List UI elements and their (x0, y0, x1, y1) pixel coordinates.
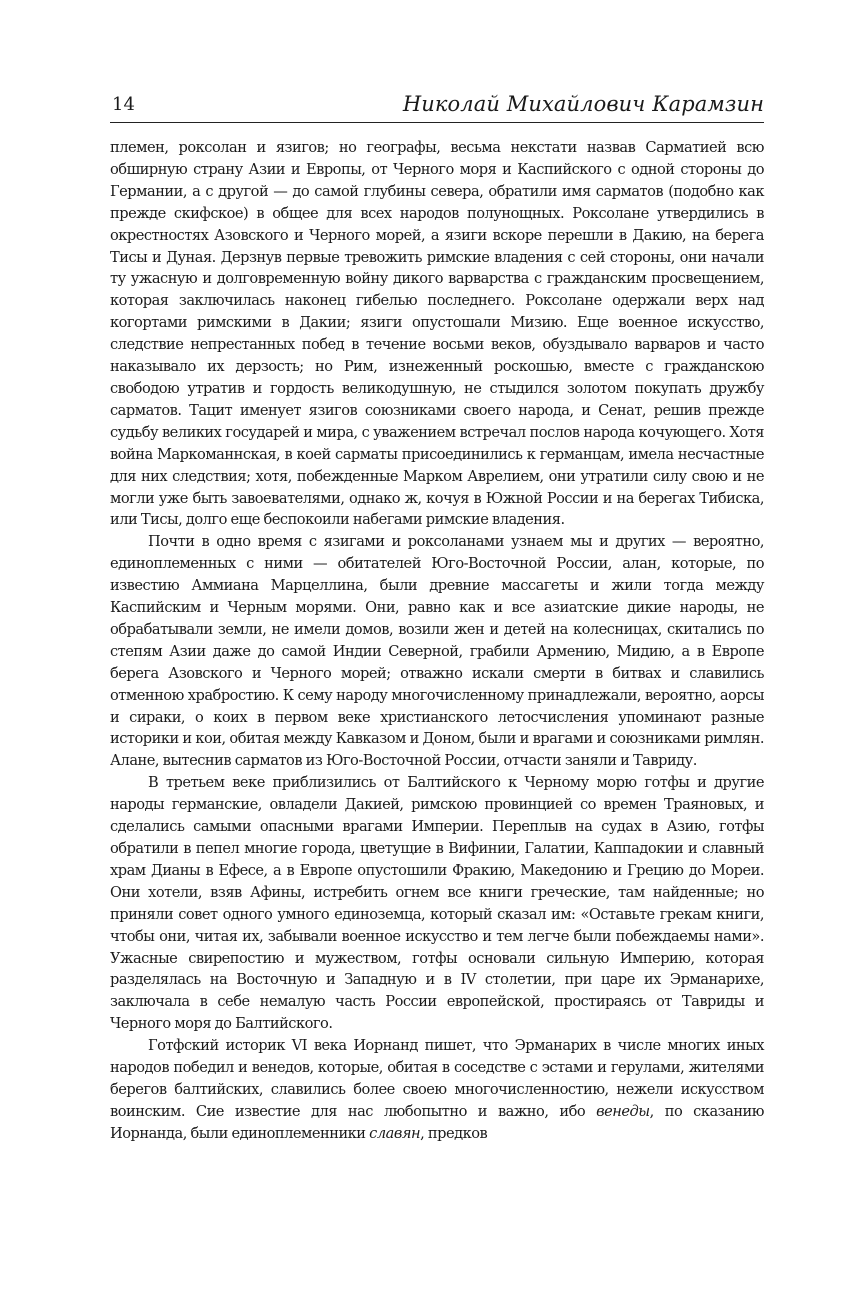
text-run: В третьем веке приблизились от Балтийского к Черному морю готфы и другие народы германские, овладели Дакией, римскою провинцией со времен Траяновых, и сделались самыми опасными врагами Империи. Переплыв на судах в Азию, готфы обратили в пепел многие города, цветущие в Вифинии, Галатии, Каппадокии и славный храм Дианы в Ефесе, а в Европе опустошили Фракию, Македонию и Грецию до Мореи. Они хотели, взяв Афины, истребить огнем все книги греческие, там найденные; но приняли совет одного умного единоземца, который сказал им: «Оставьте грекам книги, чтобы они, читая их, забывали военное искусство и тем легче были побеждаемы нами». Ужасные свирепостию и мужеством, готфы основали сильную Империю, которая разделялась на Восточную и Западную и в IV столетии, при царе их Эрманарихе, заключала в себе немалую часть России европейской, простираясь от Тавриды и Черного моря до Балтийского. (110, 774, 764, 1033)
text-run: , по сказанию Иорнанда, были единоплеменники (110, 1102, 764, 1142)
text-run: Почти в одно время с язигами и роксоланами узнаем мы и других — вероятно, единоплеменных с ними — обитателей Юго-Восточной России, алан, которые, по известию Аммиана Марцеллина, были древние массагеты и жили тогда между Каспийским и Черным морями. Они, равно как и все азиатские дикие народы, не обрабатывали земли, не имели домов, возили жен и детей на колесницах, скитались по степям Азии даже до самой Индии Северной, грабили Армению, Мидию, а в Европе берега Азовского и Черного морей; отважно искали смерти в битвах и славились отменною храбростию. К сему народу многочисленному принадлежали, вероятно, аорсы и сираки, о коих в первом веке христианского летосчисления упоминают разные историки и кои, обитая между Кавказом и Доном, были и врагами и союзниками римлян. Алане, вытеснив сарматов из Юго-Восточной России, отчасти заняли и Тавриду. (110, 533, 764, 770)
page-number: 14 (112, 94, 135, 115)
running-head (110, 82, 764, 123)
running-title: Николай Михайлович Карамзин (402, 92, 764, 116)
text-run: Готфский историк VI века Иорнанд пишет, что Эрманарих в числе многих иных народов победил и венедов, которые, обитая в соседстве с эстами и герулами, жителями берегов балтийских, славились более своею многочисленностию, нежели искусством воинским. Сие известие для нас любопытно и важно, ибо (110, 1037, 764, 1120)
paragraph (110, 531, 764, 772)
italic-term: венеды (596, 1102, 650, 1120)
text-run: племен, роксолан и язигов; но географы, весьма некстати назвав Сарматией всю обширную страну Азии и Европы, от Черного моря и Каспийского с одной стороны до Германии, а с другой — до самой глубины севера, обратили имя сарматов (подобно как прежде скифское) в общее для всех народов полунощных. Роксолане утвердились в окрестностях Азовского и Черного морей, а язиги вскоре перешли в Дакию, на берега Тисы и Дуная. Дерзнув первые тревожить римские владения с сей стороны, они начали ту ужасную и долговременную войну дикого варварства с гражданским просвещением, которая заключилась наконец гибелью последнего. Роксолане одержали верх над когортами римскими в Дакии; язиги опустошали Мизию. Еще военное искусство, следствие непрестанных побед в течение восьми веков, обуздывало варваров и часто наказывало их дерзость; но Рим, изнеженный роскошью, вместе с гражданскою свободою утратив и гордость великодушную, не стыдился золотом покупать дружбу сарматов. Тацит именует язигов союзниками своего народа, и Сенат, решив прежде судьбу великих государей и мира, с уважением встречал послов народа кочующего. Хотя война Маркоманнская, в коей сарматы присоединились к германцам, имела несчастные для них следствия; хотя, побежденные Марком Аврелием, они утратили силу свою и не могли уже быть завоевателями, однако ж, кочуя в Южной России и на берегах Тибиска, или Тисы, долго еще беспокоили набегами римские владения. (110, 139, 764, 529)
paragraph (110, 137, 764, 531)
text-run: , предков (420, 1124, 488, 1142)
book-page (110, 82, 764, 1145)
paragraph (110, 772, 764, 1035)
paragraph (110, 1035, 764, 1145)
italic-term: славян (369, 1124, 421, 1142)
body-text (110, 137, 764, 1145)
